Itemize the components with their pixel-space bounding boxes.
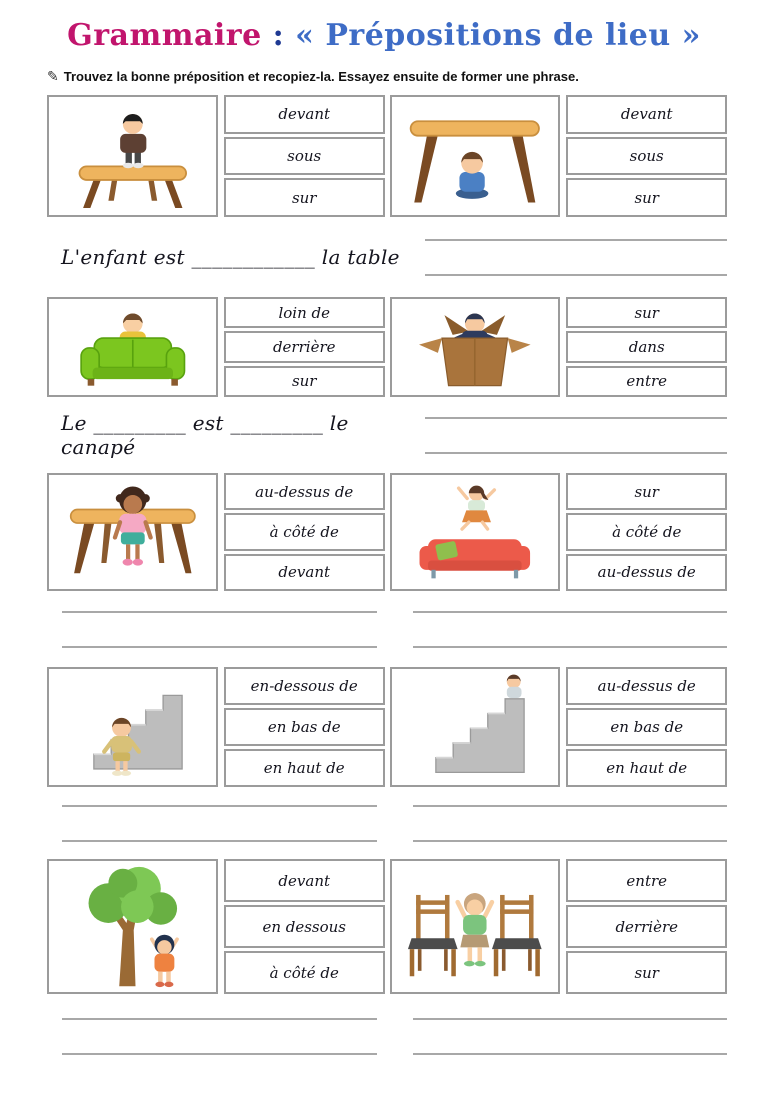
option-cell: sur [224, 366, 385, 397]
options-column [566, 859, 727, 994]
options-column [566, 473, 727, 591]
option-cell: sur [566, 473, 727, 510]
option-cell: entre [566, 859, 727, 902]
options-column [224, 95, 385, 217]
writing-line [413, 646, 728, 648]
exercise-pair [47, 95, 385, 217]
writing-line [413, 805, 728, 807]
option-cell: derrière [224, 331, 385, 362]
options-column [566, 297, 727, 397]
illustration-box [47, 667, 218, 787]
child-sitting-under-table-illustration [398, 101, 552, 212]
instruction-line [47, 68, 728, 85]
option-cell: au-dessus de [566, 554, 727, 591]
writing-lines-row [47, 591, 727, 667]
option-cell: au-dessus de [566, 667, 727, 705]
option-cell: en haut de [566, 749, 727, 787]
exercise-row [47, 473, 727, 591]
writing-line [413, 1053, 728, 1055]
exercise-pair [390, 859, 728, 994]
option-cell: sur [566, 951, 727, 994]
child-sitting-in-box-illustration [398, 302, 552, 392]
writing-line [425, 274, 727, 276]
exercise-pair [47, 297, 385, 397]
option-cell: sous [224, 137, 385, 176]
illustration-box [390, 473, 561, 591]
option-cell: à côté de [566, 513, 727, 550]
page-title [0, 16, 768, 56]
instruction-text: Trouvez la bonne préposition et recopiez-la. Essayez ensuite de former une phrase. [63, 69, 579, 84]
option-cell: devant [224, 95, 385, 134]
options-column [566, 95, 727, 217]
options-column [224, 473, 385, 591]
writing-lines [62, 994, 377, 1078]
illustration-box [390, 667, 561, 787]
option-cell: sous [566, 137, 727, 176]
exercise-pair [47, 473, 385, 591]
illustration-box [47, 95, 218, 217]
writing-line [425, 417, 727, 419]
writing-lines [62, 787, 377, 859]
option-cell: sur [224, 178, 385, 217]
boy-at-bottom-of-stairs-illustration [56, 672, 210, 781]
option-cell: entre [566, 366, 727, 397]
sentence-prompt: L'enfant est ____________ la table [61, 245, 400, 269]
option-cell: devant [566, 95, 727, 134]
pencil-icon: ✎ [47, 68, 59, 84]
writing-line [413, 840, 728, 842]
option-cell: loin de [224, 297, 385, 328]
writing-lines [62, 591, 377, 667]
girl-at-top-of-stairs-illustration [398, 672, 552, 781]
writing-line [62, 646, 377, 648]
exercise-pair [390, 297, 728, 397]
option-cell: devant [224, 554, 385, 591]
boy-behind-green-couch-illustration [56, 302, 210, 392]
writing-lines-row [47, 787, 727, 859]
writing-line [425, 452, 727, 454]
illustration-box [390, 95, 561, 217]
option-cell: en bas de [566, 708, 727, 746]
girl-between-two-chairs-illustration [398, 865, 552, 988]
illustration-box [390, 297, 561, 397]
illustration-box [47, 859, 218, 994]
sentence-prompt: Le _________ est _________ le canapé [61, 411, 349, 459]
options-column [224, 297, 385, 397]
option-cell: à côté de [224, 513, 385, 550]
illustration-box [47, 473, 218, 591]
writing-lines [413, 994, 728, 1078]
exercise-row [47, 297, 727, 397]
option-cell: à côté de [224, 951, 385, 994]
exercise-pair [390, 667, 728, 787]
exercise-row [47, 859, 727, 994]
writing-lines-row [47, 994, 727, 1078]
girl-in-front-of-table-illustration [56, 478, 210, 585]
option-cell: devant [224, 859, 385, 902]
writing-line [62, 611, 377, 613]
writing-line [62, 805, 377, 807]
option-cell: sur [566, 178, 727, 217]
option-cell: en bas de [224, 708, 385, 746]
girl-jumping-above-couch-illustration [398, 478, 552, 585]
boy-standing-on-table-illustration [56, 101, 210, 212]
option-cell: sur [566, 297, 727, 328]
exercise-row [47, 95, 727, 217]
writing-lines [425, 239, 727, 276]
title-grammaire: Grammaire [67, 18, 262, 53]
option-cell: en dessous [224, 905, 385, 948]
exercise-pair [390, 473, 728, 591]
title-separator: : [261, 18, 296, 53]
option-cell: dans [566, 331, 727, 362]
writing-line [62, 1018, 377, 1020]
exercise-row [47, 667, 727, 787]
writing-line [413, 611, 728, 613]
writing-lines [425, 417, 727, 454]
writing-line [425, 239, 727, 241]
option-cell: en haut de [224, 749, 385, 787]
option-cell: derrière [566, 905, 727, 948]
sentence-row [47, 397, 727, 473]
options-column [566, 667, 727, 787]
exercise-pair [47, 859, 385, 994]
illustration-box [47, 297, 218, 397]
writing-line [413, 1018, 728, 1020]
illustration-box [390, 859, 561, 994]
sentence-row [47, 217, 727, 297]
writing-line [62, 840, 377, 842]
option-cell: en-dessous de [224, 667, 385, 705]
options-column [224, 667, 385, 787]
options-column [224, 859, 385, 994]
writing-line [62, 1053, 377, 1055]
exercise-pair [390, 95, 728, 217]
option-cell: au-dessus de [224, 473, 385, 510]
writing-lines [413, 787, 728, 859]
title-subject: « Prépositions de lieu » [295, 18, 701, 53]
exercise-pair [47, 667, 385, 787]
girl-next-to-tree-illustration [56, 865, 210, 988]
writing-lines [413, 591, 728, 667]
